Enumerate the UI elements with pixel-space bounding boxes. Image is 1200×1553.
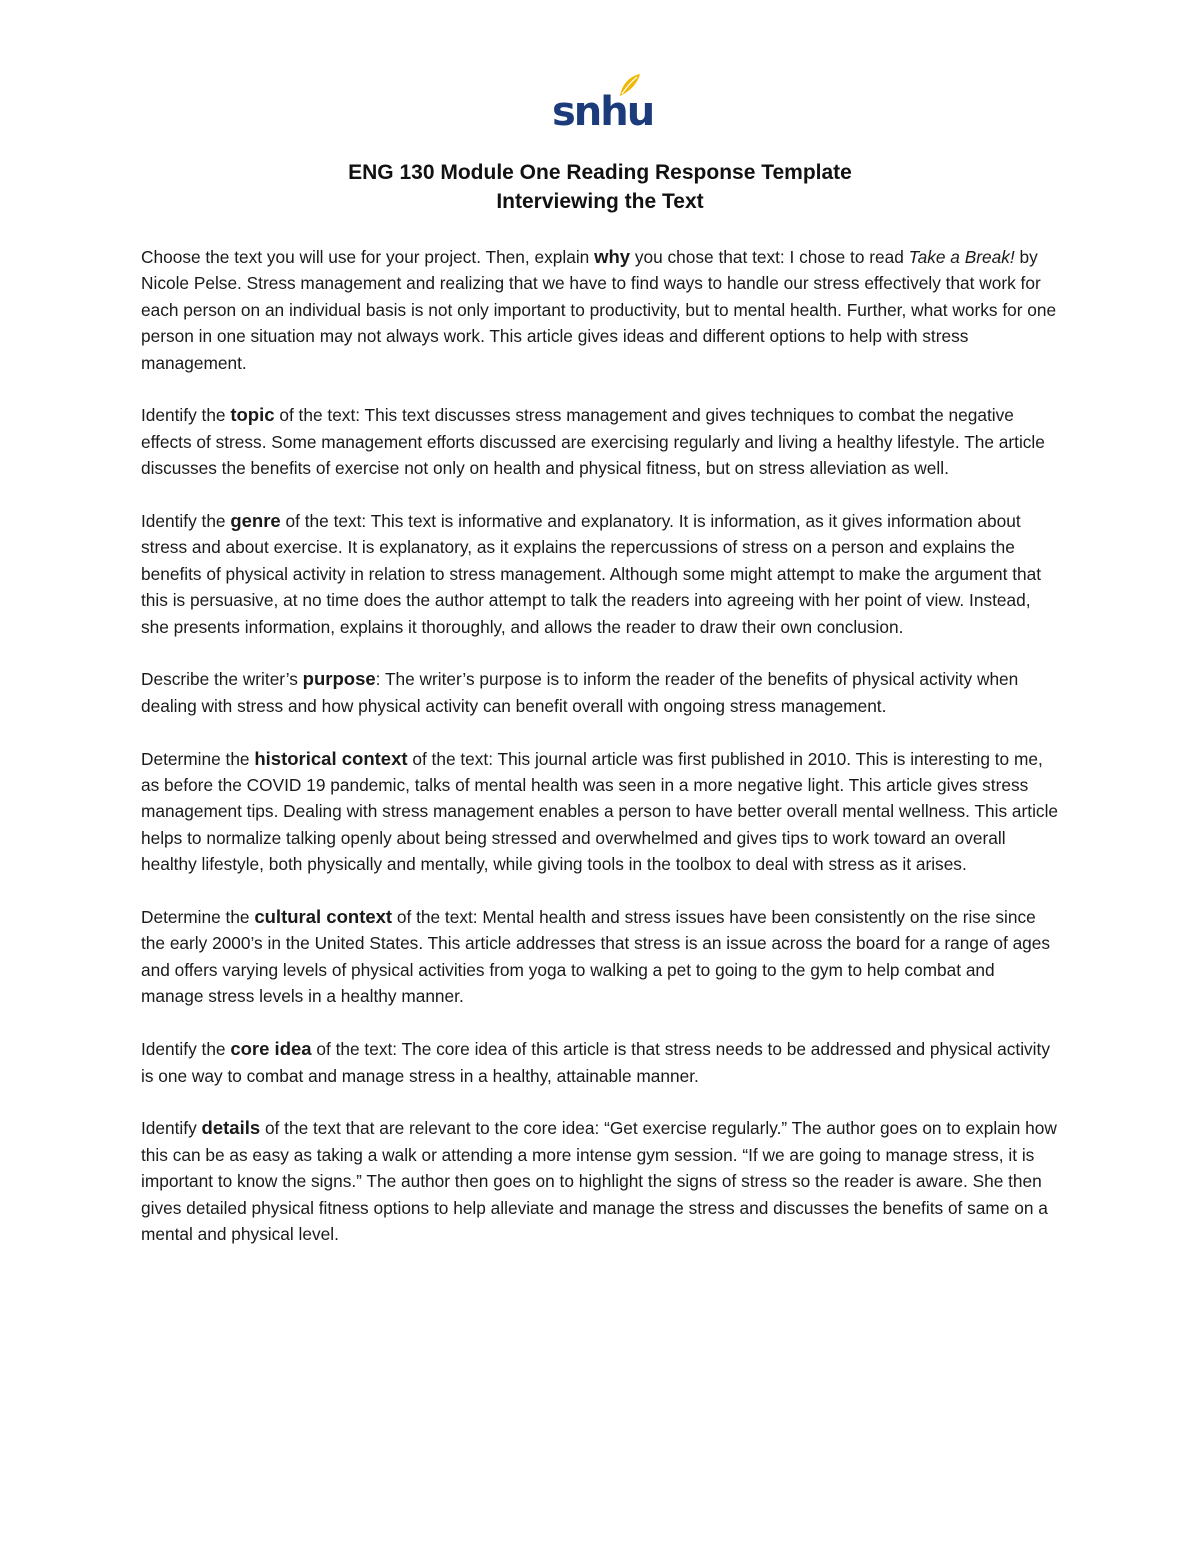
prompt-keyword: core idea: [230, 1038, 312, 1060]
document-body: [141, 244, 1061, 1274]
prompt-text: Identify the: [141, 1039, 231, 1060]
prompt-text: Describe the writer’s: [141, 669, 303, 690]
prompt-keyword: purpose: [302, 668, 376, 690]
prompt-text: Choose the text you will use for your project. Then, explain: [141, 247, 595, 267]
section-cultural-context: [141, 904, 1061, 1010]
section-purpose: [141, 666, 1061, 719]
logo-wordmark: snhu: [552, 89, 654, 135]
prompt-keyword: why: [594, 246, 631, 267]
section-core-idea: [141, 1036, 1061, 1089]
prompt-text: of the text:: [274, 405, 361, 426]
answer-text: The writer’s purpose is to inform the reader of the benefits of physical activity when dealing with stress and how physical activity can benefit overall with ongoing stress management.: [141, 669, 1019, 716]
answer-text: The core idea of this article is that stress needs to be addressed and physical activity is one way to combat and manage stress in a healthy, attainable manner.: [141, 1039, 1050, 1086]
snhu-logo: [552, 72, 652, 134]
prompt-text: :: [375, 669, 381, 690]
answer-text: by Nicole Pelse. Stress management and realizing that we have to find ways to handle our stress effectively that work for each person on an individual basis is not only important to productivity, but to mental health. Further, what works for one person in one situation may not always work. This article gives ideas and different options to help with stress management.: [141, 247, 1057, 373]
answer-text: Mental health and stress issues have been consistently on the rise since the early 2000’s in the United States. This article addresses that stress is an issue across the board for a range of ages and offers varying levels of physical activities from yoga to walking a pet to going to the gym to help combat and manage stress levels in a healthy manner.: [141, 907, 1051, 1007]
title-line-2: Interviewing the Text: [496, 190, 704, 213]
prompt-text: Identify the: [141, 511, 231, 532]
prompt-text: of the text:: [407, 748, 494, 769]
answer-text: This text is informative and explanatory. It is information, as it gives information about stress and about exercise. It is explanatory, as it explains the repercussions of stress on a person and explains the benefits of physical activity in relation to stress management. Although some might attempt to make the argument that this is persuasive, at no time does the author attempt to talk the readers into agreeing with her point of view. Instead, she presents information, explains it thoroughly, and allows the reader to draw their own conclusion.: [141, 511, 1042, 637]
section-why: [141, 244, 1061, 376]
title-line-1: ENG 130 Module One Reading Response Template: [348, 161, 852, 184]
prompt-keyword: historical context: [254, 747, 408, 769]
prompt-keyword: genre: [230, 510, 281, 532]
section-topic: [141, 402, 1061, 481]
answer-text: This text discusses stress management and gives techniques to combat the negative effects of stress. Some management efforts discussed are exercising regularly and living a healthy lifestyle. The article discusses the benefits of exercise not only on health and physical fitness, but on stress alleviation as well.: [141, 405, 1045, 479]
prompt-text: Identify the: [141, 405, 231, 426]
section-genre: [141, 508, 1061, 640]
prompt-keyword: details: [201, 1117, 261, 1139]
prompt-text: Identify: [141, 1118, 202, 1139]
prompt-text: Determine the: [141, 748, 255, 769]
section-details: [141, 1115, 1061, 1247]
prompt-keyword: cultural context: [254, 906, 393, 928]
answer-text: “Get exercise regularly.” The author goes on to explain how this can be as easy as taking a walk or attending a more intense gym session. “If we are going to manage stress, it is important to know the signs.” The author then goes on to highlight the signs of stress so the reader is aware. She then gives detailed physical fitness options to help alleviate and manage the stress and discusses the benefits of same on a mental and physical level.: [141, 1118, 1057, 1244]
prompt-text: of the text that are relevant to the core idea:: [260, 1118, 600, 1139]
section-historical-context: [141, 746, 1061, 878]
prompt-text: you chose that text:: [630, 247, 785, 267]
answer-text: I chose to read: [784, 247, 909, 267]
prompt-keyword: topic: [230, 404, 275, 426]
prompt-text: of the text:: [311, 1039, 398, 1060]
answer-text: This journal article was first published in 2010. This is interesting to me, as before the COVID 19 pandemic, talks of mental health was seen in a more negative light. This article gives stress management tips. Dealing with stress management enables a person to have better overall mental wellness. This article helps to normalize talking openly about being stressed and overwhelmed and gives tips to work toward an overall healthy lifestyle, both physically and mentally, while giving tools in the toolbox to deal with stress as it arises.: [141, 748, 1059, 875]
document-title: [0, 158, 1200, 216]
prompt-text: Determine the: [141, 907, 255, 928]
article-title: Take a Break!: [908, 247, 1015, 267]
prompt-text: of the text:: [392, 907, 478, 928]
prompt-text: of the text:: [280, 511, 367, 532]
